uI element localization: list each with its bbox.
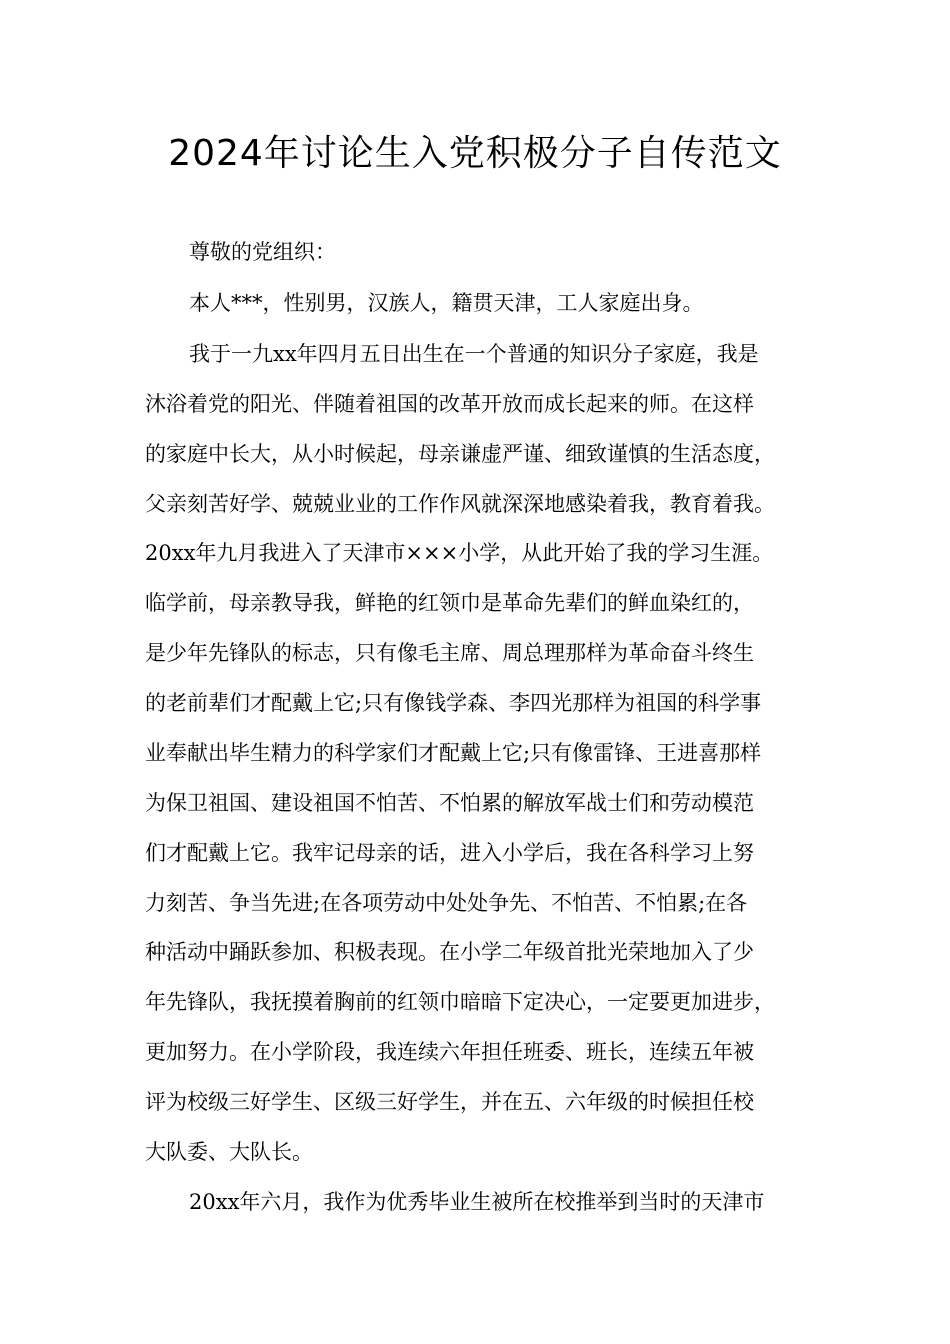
paragraph-line: 们才配戴上它。我牢记母亲的话，进入小学后，我在各科学习上努 [145, 841, 754, 865]
paragraph-line: 父亲刻苦好学、兢兢业业的工作作风就深深地感染着我，教育着我。 [145, 492, 775, 516]
paragraph-line: 我于一九xx年四月五日出生在一个普通的知识分子家庭，我是 [189, 342, 759, 366]
paragraph-line: 更加努力。在小学阶段，我连续六年担任班委、班长，连续五年被 [145, 1040, 754, 1064]
paragraph-line: 大队委、大队长。 [145, 1140, 313, 1164]
paragraph-line: 为保卫祖国、建设祖国不怕苦、不怕累的解放军战士们和劳动模范 [145, 791, 754, 815]
intro-line: 本人***，性别男，汉族人，籍贯天津，工人家庭出身。 [189, 291, 704, 315]
paragraph-line: 种活动中踊跃参加、积极表现。在小学二年级首批光荣地加入了少 [145, 940, 754, 964]
paragraph-line: 力刻苦、争当先进;在各项劳动中处处争先、不怕苦、不怕累;在各 [145, 891, 748, 915]
paragraph-line: 20xx年九月我进入了天津市×××小学，从此开始了我的学习生涯。 [145, 541, 774, 565]
paragraph-line: 评为校级三好学生、区级三好学生，并在五、六年级的时候担任校 [145, 1090, 754, 1114]
paragraph-line: 业奉献出毕生精力的科学家们才配戴上它;只有像雷锋、王进喜那样 [145, 741, 762, 765]
paragraph-line: 年先锋队，我抚摸着胸前的红领巾暗暗下定决心，一定要更加进步， [145, 990, 775, 1014]
salutation: 尊敬的党组织： [189, 240, 336, 264]
paragraph-line: 的家庭中长大，从小时候起，母亲谦虚严谨、细致谨慎的生活态度， [145, 442, 775, 466]
paragraph-line: 沐浴着党的阳光、伴随着祖国的改革开放而成长起来的师。在这样 [145, 392, 754, 416]
paragraph-line: 是少年先锋队的标志，只有像毛主席、周总理那样为革命奋斗终生 [145, 641, 754, 665]
paragraph-line: 临学前，母亲教导我，鲜艳的红领巾是革命先辈们的鲜血染红的， [145, 591, 754, 615]
paragraph-line: 的老前辈们才配戴上它;只有像钱学森、李四光那样为祖国的科学事 [145, 691, 762, 715]
paragraph-line: 20xx年六月，我作为优秀毕业生被所在校推举到当时的天津市 [189, 1190, 765, 1214]
document-title: 2024年讨论生入党积极分子自传范文 [168, 133, 782, 174]
